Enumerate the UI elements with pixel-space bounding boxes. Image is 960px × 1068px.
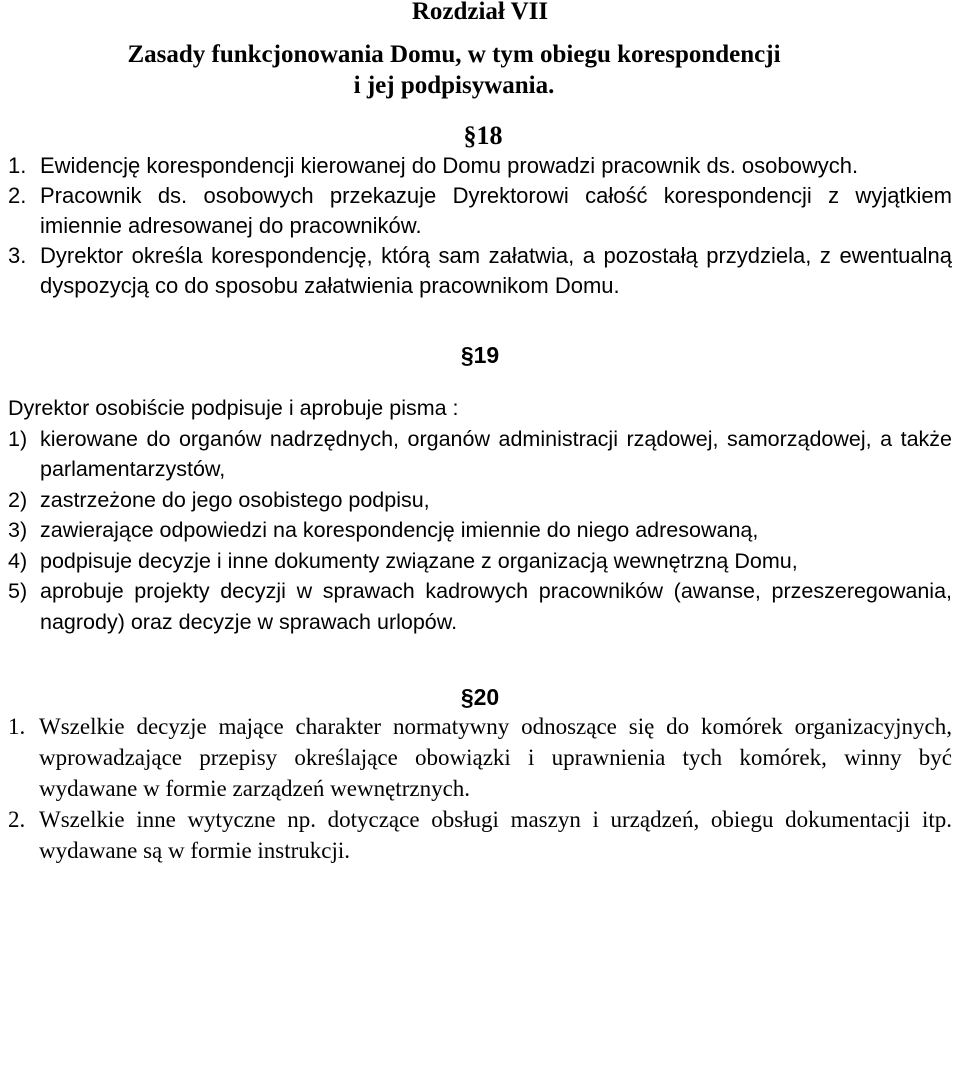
item-number: 2) <box>8 487 28 512</box>
item-number: 2. <box>8 183 27 208</box>
list-item <box>8 485 952 516</box>
list-item <box>8 241 952 301</box>
item-text: Wszelkie decyzje mające charakter normatywny odnoszące się do komórek organizacyjnych, wprowadzające przepisy określające obowiązki i uprawnienia tych komórek, winny być wydawane w formie zarządzeń wewnętrznych. <box>39 714 952 801</box>
item-number: 5) <box>8 579 28 603</box>
list-item <box>8 515 952 546</box>
item-number: 2. <box>8 807 26 832</box>
section-20-heading: §20 <box>460 684 500 710</box>
item-number: 1. <box>8 714 26 739</box>
list-item <box>8 151 952 181</box>
item-text: aprobuje projekty decyzji w sprawach kadrowych pracowników (awanse, przeszeregowania, nagrody) oraz decyzje w sprawach urlopów. <box>40 579 952 634</box>
section-19-body <box>8 393 952 637</box>
chapter-title <box>55 39 853 101</box>
list-item <box>8 804 952 866</box>
item-number: 3. <box>8 243 27 268</box>
section-19-intro: Dyrektor osobiście podpisuje i aprobuje pisma : <box>8 396 459 420</box>
chapter-title-line-1: Zasady funkcjonowania Domu, w tym obiegu korespondencji <box>127 41 781 68</box>
list-item <box>8 181 952 241</box>
list-item <box>8 576 952 637</box>
section-18-heading: §18 <box>463 121 503 150</box>
item-text: podpisuje decyzje i inne dokumenty związane z organizacją wewnętrzną Domu, <box>40 548 798 573</box>
item-text: zastrzeżone do jego osobistego podpisu, <box>40 487 430 512</box>
section-18-list <box>8 151 952 301</box>
item-text: kierowane do organów nadrzędnych, organów administracji rządowej, samorządowej, a także parlamentarzystów, <box>40 426 952 481</box>
item-number: 1) <box>8 426 28 451</box>
chapter-title-line-2: i jej podpisywania. <box>353 72 555 99</box>
list-item <box>8 546 952 577</box>
chapter-heading: Rozdział VII <box>411 0 549 25</box>
section-20-list <box>8 711 952 866</box>
item-text: Dyrektor określa korespondencję, którą sam załatwia, a pozostałą przydziela, z ewentualną dyspozycją co do sposobu załatwienia pracownikom Domu. <box>40 243 952 298</box>
item-text: Pracownik ds. osobowych przekazuje Dyrektorowi całość korespondencji z wyjątkiem imiennie adresowanej do pracowników. <box>40 183 952 238</box>
item-number: 4) <box>8 548 28 573</box>
item-text: Wszelkie inne wytyczne np. dotyczące obsługi maszyn i urządzeń, obiegu dokumentacji itp. wydawane są w formie instrukcji. <box>39 807 952 863</box>
item-text: zawierające odpowiedzi na korespondencję imiennie do niego adresowaną, <box>40 518 759 542</box>
section-19-heading: §19 <box>460 342 500 368</box>
list-item <box>8 424 952 485</box>
list-item <box>8 711 952 804</box>
section-19-list <box>8 424 952 638</box>
item-number: 3) <box>8 518 28 542</box>
item-number: 1. <box>8 153 27 178</box>
item-text: Ewidencję korespondencji kierowanej do Domu prowadzi pracownik ds. osobowych. <box>40 153 859 178</box>
